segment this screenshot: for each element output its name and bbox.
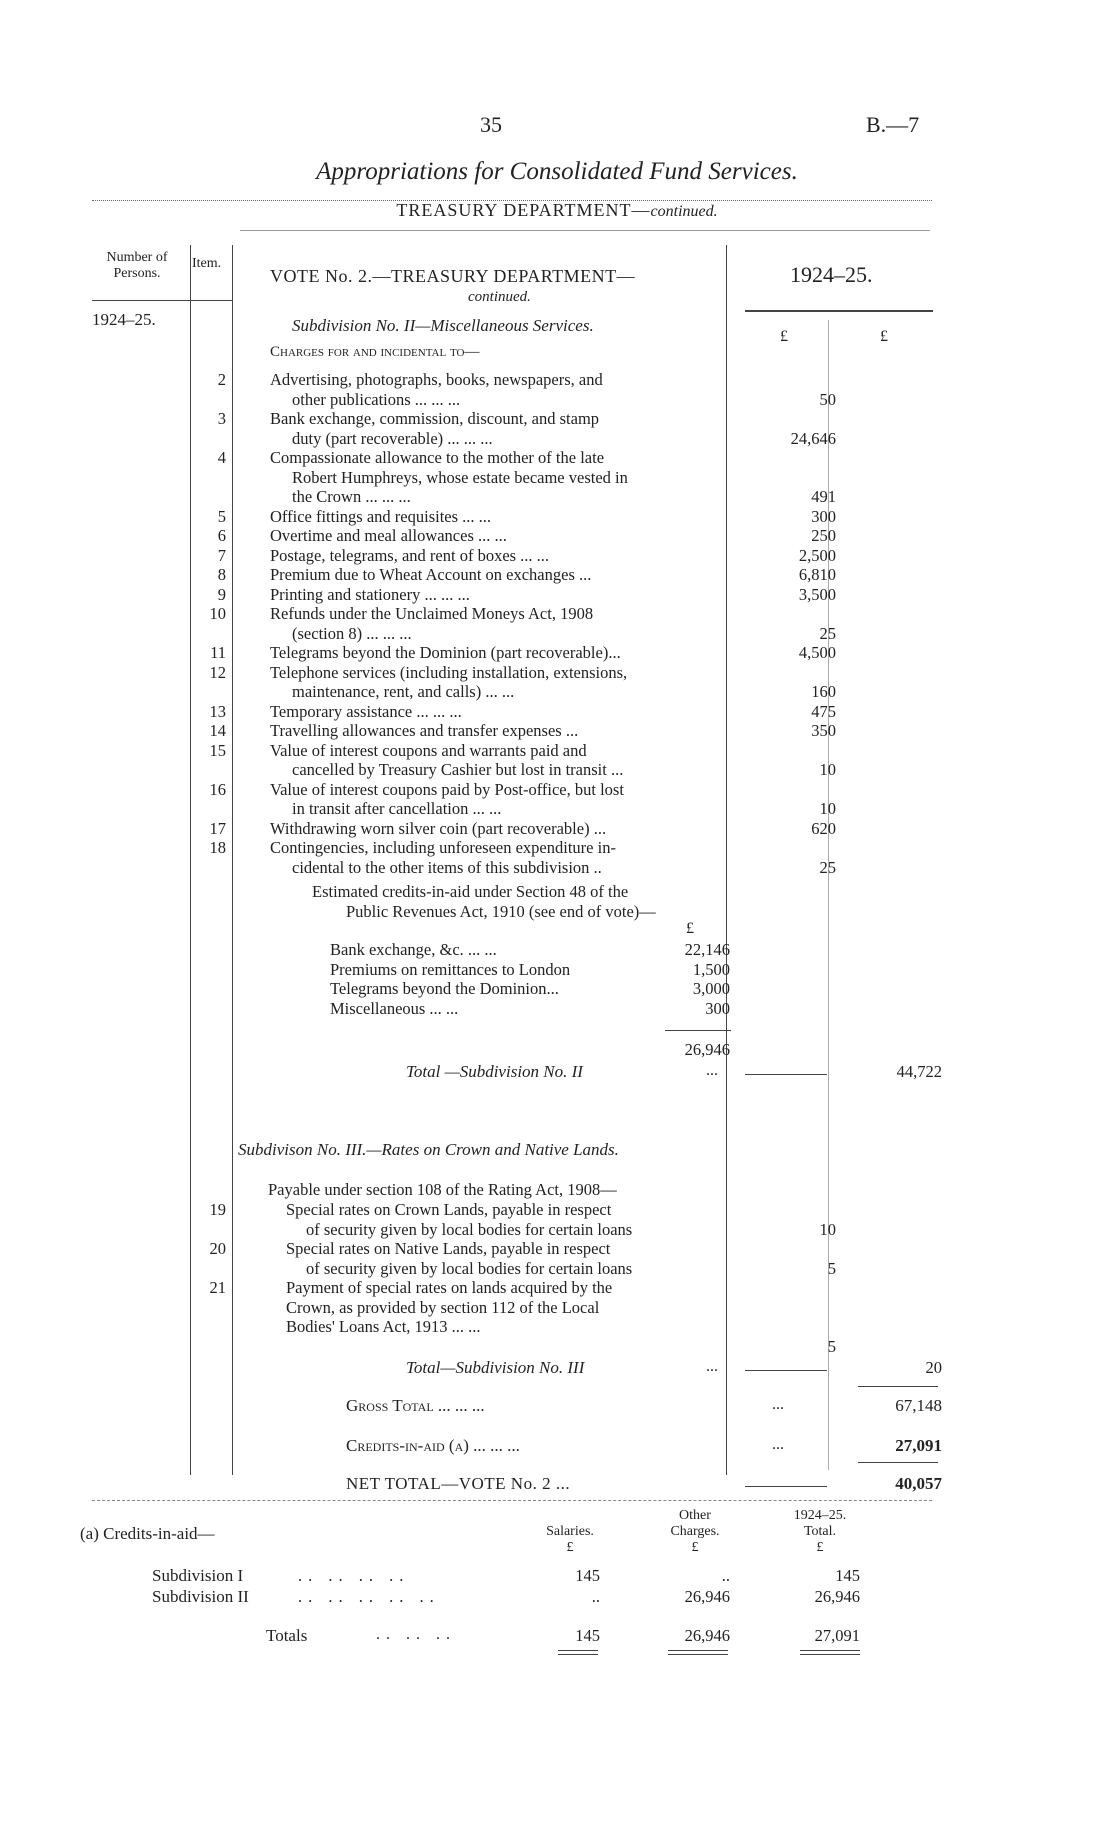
credits-in-aid-label: Credits-in-aid (a) ... ... ... [346,1436,520,1455]
col-total-line-2: Total. [803,1524,837,1539]
col-other-line-1: Other [679,1508,711,1523]
item-number: 15 [209,740,226,760]
page-number: 35 [480,112,502,137]
col-other-line-3: £ [691,1540,699,1555]
credit-line-label: Premiums on remittances to London [330,959,571,979]
footnote-row-salaries: 145 [575,1566,600,1585]
item-amount: 10 [819,760,836,779]
item-amount: 160 [811,682,836,701]
credit-line-label: Miscellaneous ... ... [330,998,459,1018]
col-total-line-3: £ [816,1540,824,1555]
col-salaries-line-2: £ [566,1540,574,1555]
item-number: 2 [217,370,226,389]
item-number: 19 [209,1200,226,1219]
item-description-line: Special rates on Native Lands, payable in respect [286,1239,611,1258]
credit-line-value: 1,500 [692,959,730,979]
credit-line-value: 300 [705,998,730,1018]
item-description-line: in transit after cancellation ... ... [292,799,502,818]
double-rule-total [800,1650,860,1655]
net-total-label: NET TOTAL—VOTE No. 2 ... [346,1474,571,1493]
item-description-line: Value of interest coupons paid by Post-office, but lost [270,779,624,799]
footnote-row-dots: .. .. .. .. [298,1566,410,1585]
item-description-line: Telephone services (including installation, extensions, [270,662,628,682]
item-description-line: Robert Humphreys, whose estate became vested in [292,467,628,487]
subdivision-3-title: Subdivison No. III.—Rates on Crown and Native Lands. [238,1140,619,1159]
footnote-row-name: Subdivision II [152,1587,249,1606]
footnote-row-total: 26,946 [814,1587,860,1606]
subdivision-2-total-dots: ... [706,1062,718,1079]
item-description-line: Travelling allowances and transfer expenses ... [270,721,579,740]
item-description-line: Printing and stationery ... ... ... [270,584,470,604]
item-description-line: Refunds under the Unclaimed Moneys Act, 1908 [270,604,594,623]
item-number: 11 [210,643,226,662]
item-number: 8 [217,565,226,584]
item-amount: 3,500 [798,584,836,604]
item-description-line: cancelled by Treasury Cashier but lost in transit ... [292,760,624,779]
item-number: 20 [209,1239,226,1258]
item-amount: 25 [819,857,836,877]
credits-total: 26,946 [684,1040,730,1059]
document-reference: B.—7 [866,112,920,137]
rule-header-left [92,300,232,301]
footnote-totals-salaries: 145 [575,1626,600,1645]
item-number: 9 [217,584,226,604]
footnote-row-other: .. [721,1566,730,1585]
credits-intro-line-1: Estimated credits-in-aid under Section 48 of the [312,882,629,901]
subdivision-3-total: 20 [925,1358,942,1377]
footnote-label: (a) Credits-in-aid— [80,1524,215,1543]
item-description-line: duty (part recoverable) ... ... ... [292,428,493,448]
charges-heading: Charges for and incidental to— [270,344,480,360]
item-number: 21 [209,1278,226,1297]
item-amount: 10 [819,1219,836,1239]
item-amount: 24,646 [790,428,836,448]
item-header: Item. [192,256,222,271]
pound-sign-col1: £ [780,328,788,345]
credits-intro-line-2: Public Revenues Act, 1910 (see end of vote)— [346,902,656,921]
rule-header-right [745,310,933,312]
item-amount: 5 [827,1336,836,1356]
subdivision-3-total-label: Total—Subdivision No. III [406,1358,585,1377]
item-number: 5 [217,506,226,526]
col-salaries-line-1: Salaries. [546,1524,594,1539]
double-rule-salaries [558,1650,598,1655]
item-number: 17 [209,818,226,838]
item-description-line: Special rates on Crown Lands, payable in respect [286,1200,612,1219]
item-number: 18 [209,838,226,857]
footnote-col-total [775,1508,865,1556]
department-name: TREASURY DEPARTMENT— [396,200,651,220]
department-heading [0,200,1114,221]
item-number: 16 [209,779,226,799]
item-description-line: Bank exchange, commission, discount, and stamp [270,409,600,428]
footnote-totals-label: Totals [266,1626,308,1645]
item-description-line: Crown, as provided by section 112 of the Local [286,1297,600,1317]
item-description-line: maintenance, rent, and calls) ... ... [292,682,515,701]
item-amount: 25 [819,623,836,643]
item-description-line: Payment of special rates on lands acquired by the [286,1278,613,1297]
item-description-line: Office fittings and requisites ... ... [270,506,492,526]
item-amount: 5 [827,1258,836,1278]
item-description-line: Value of interest coupons and warrants paid and [270,740,587,760]
item-description-line: Temporary assistance ... ... ... [270,701,462,721]
col-divider-2 [232,245,233,1475]
item-description-line: the Crown ... ... ... [292,487,411,506]
footnote-row-salaries: .. [591,1587,600,1606]
subdivision-3-intro: Payable under section 108 of the Rating Act, 1908— [268,1180,617,1199]
rule-top [92,200,932,201]
rule-bottom [92,1500,932,1501]
footnote-row-total: 145 [835,1566,860,1585]
double-rule-other [668,1650,728,1655]
credits-in-aid-dots: ... [772,1436,784,1453]
item-description-line: other publications ... ... ... [292,389,461,409]
credits-in-aid-total: 27,091 [895,1436,942,1455]
item-amount: 491 [811,487,836,506]
item-amount: 475 [811,701,836,721]
item-number: 14 [209,721,226,740]
col-total-line-1: 1924–25. [793,1508,847,1523]
item-description-line: Telegrams beyond the Dominion (part recoverable)... [270,643,621,662]
item-amount: 6,810 [798,565,836,584]
item-amount: 250 [811,526,836,545]
credit-line-value: 3,000 [692,979,730,998]
item-amount: 10 [819,799,836,818]
credit-line-value: 22,146 [684,940,730,959]
footnote-totals-other: 26,946 [684,1626,730,1645]
footnote-row-name: Subdivision I [152,1566,244,1585]
item-description-line: Bodies' Loans Act, 1913 ... ... [286,1317,481,1336]
rule-under-dept [240,230,930,231]
subdivision-2-total: 44,722 [896,1062,942,1081]
item-number: 13 [209,701,226,721]
pound-sign-col2: £ [880,328,888,345]
subdivision-3-total-dots: ... [706,1358,718,1375]
item-amount: 620 [811,818,836,838]
item-description-line: Compassionate allowance to the mother of the late [270,448,605,467]
item-description-line: Postage, telegrams, and rent of boxes ... ... [270,545,550,565]
credits-sum-rule [665,1030,731,1031]
credits-pound-sign: £ [686,920,694,937]
item-description-line: cidental to the other items of this subdivision .. [292,857,602,877]
gross-total-label: Gross Total ... ... ... [346,1396,485,1415]
footnote-row-dots: .. .. .. .. .. [298,1587,440,1606]
subdivision-2-title: Subdivision No. II—Miscellaneous Services. [292,316,594,335]
item-number: 7 [217,545,226,565]
credit-line-label: Bank exchange, &c. ... ... [330,940,497,959]
footnote-totals-total: 27,091 [814,1626,860,1645]
item-amount: 300 [811,506,836,526]
department-suffix: continued. [650,203,718,220]
credit-line-label: Telegrams beyond the Dominion... [330,979,559,998]
item-amount: 4,500 [798,643,836,662]
item-number: 3 [217,409,226,428]
item-description-line: (section 8) ... ... ... [292,623,412,643]
item-description-line: of security given by local bodies for certain loans [306,1219,633,1239]
year-header: 1924–25. [790,262,873,287]
number-of-persons-header: Number of Persons. [106,250,168,281]
item-description-line: Withdrawing worn silver coin (part recoverable) ... [270,818,607,838]
item-number: 12 [209,662,226,682]
subdivision-2-total-rule [745,1074,827,1075]
item-description-line: of security given by local bodies for certain loans [306,1258,633,1278]
gross-total-dots: ... [772,1396,784,1413]
net-total-dash [745,1486,827,1487]
vote-title: VOTE No. 2.—TREASURY DEPARTMENT— [270,266,636,286]
net-total: 40,057 [895,1474,942,1493]
item-description-line: Contingencies, including unforeseen expenditure in- [270,838,616,857]
item-number: 10 [209,604,226,623]
vote-continued: continued. [468,289,531,305]
item-description-line: Advertising, photographs, books, newspapers, and [270,370,603,389]
subdivision-2-total-label: Total —Subdivision No. II [406,1062,583,1081]
footnote-row-other: 26,946 [684,1587,730,1606]
footnote-col-salaries [530,1524,610,1556]
item-number: 4 [217,448,226,467]
page-title: Appropriations for Consolidated Fund Services. [316,158,798,185]
col-other-line-2: Charges. [670,1524,720,1539]
gross-total-rule [858,1386,938,1387]
col-divider-3 [726,245,727,1475]
net-total-rule-top [858,1462,938,1463]
item-description-line: Premium due to Wheat Account on exchanges ... [270,565,592,584]
item-amount: 2,500 [798,545,836,565]
item-description-line: Overtime and meal allowances ... ... [270,526,507,545]
subdivision-3-total-rule [745,1370,827,1371]
footnote-col-other [650,1508,740,1556]
col-divider-1 [190,245,191,1475]
footnote-totals-dots: .. .. .. [376,1626,456,1643]
item-number: 6 [217,526,226,545]
gross-total: 67,148 [895,1396,942,1415]
item-amount: 350 [811,721,836,740]
persons-year-header: 1924–25. [92,310,156,329]
item-amount: 50 [819,389,836,409]
